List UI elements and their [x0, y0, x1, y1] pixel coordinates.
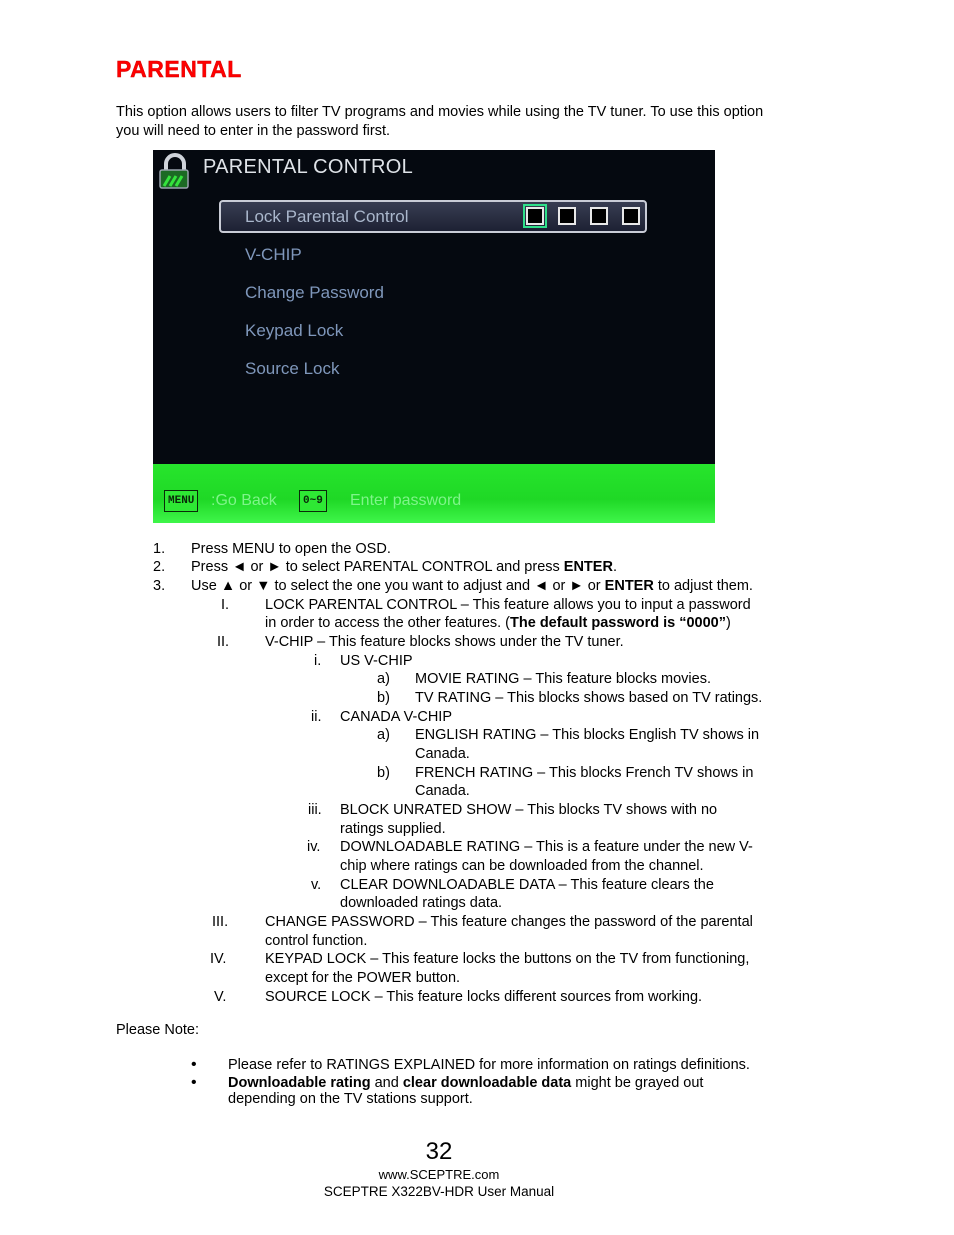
note-label: Please Note: [116, 1022, 200, 1038]
item-II-i-number: i. [314, 653, 322, 669]
item-II-ii-a-number: a) [377, 727, 390, 743]
item-II-ii-b-line2: Canada. [415, 783, 470, 799]
item-III-line2: control function. [265, 933, 368, 949]
password-digit-1[interactable] [526, 207, 544, 225]
item-IV-line1: KEYPAD LOCK – This feature locks the buttons on the TV from functioning, [265, 951, 750, 967]
item-II-ii-text: CANADA V-CHIP [340, 709, 452, 725]
item-II-iv-number: iv. [307, 839, 321, 855]
item-II-v-line1: CLEAR DOWNLOADABLE DATA – This feature clears the [340, 877, 714, 893]
item-II-iv-line2: chip where ratings can be downloaded from the channel. [340, 858, 704, 874]
item-II-v-number: v. [311, 877, 322, 893]
item-IV-number: IV. [210, 951, 227, 967]
item-II-ii-b-line1: FRENCH RATING – This blocks French TV shows in [415, 765, 754, 781]
step-1-number: 1. [153, 541, 166, 557]
osd-title: PARENTAL CONTROL [203, 156, 414, 178]
bullet-icon: • [191, 1056, 197, 1073]
item-V-text: SOURCE LOCK – This feature locks different sources from working. [265, 989, 703, 1005]
menu-item-source-lock[interactable]: Source Lock [245, 359, 340, 378]
note-2-line2: depending on the TV stations support. [228, 1091, 473, 1107]
page-number: 32 [425, 1138, 453, 1165]
item-I-line1: LOCK PARENTAL CONTROL – This feature allows you to input a password [265, 597, 751, 613]
item-V-number: V. [214, 989, 227, 1005]
item-IV-line2: except for the POWER button. [265, 970, 461, 986]
number-keys-icon: 0~9 [299, 490, 327, 512]
step-2-text: Press ◄ or ► to select PARENTAL CONTROL and press ENTER. [191, 559, 617, 575]
note-1-text: Please refer to RATINGS EXPLAINED for more information on ratings definitions. [228, 1057, 750, 1073]
step-3-text: Use ▲ or ▼ to select the one you want to adjust and ◄ or ► or ENTER to adjust them. [191, 578, 753, 594]
menu-item-v-chip[interactable]: V-CHIP [245, 245, 302, 264]
intro-paragraph: This option allows users to filter TV programs and movies while using the TV tuner. To use this option you will need to enter in the password first. [116, 104, 764, 139]
item-II-ii-a-line2: Canada. [415, 746, 470, 762]
item-II-iii-line1: BLOCK UNRATED SHOW – This blocks TV shows with no [340, 802, 718, 818]
item-II-ii-number: ii. [311, 709, 322, 725]
password-digit-2[interactable] [558, 207, 576, 225]
item-II-i-text: US V-CHIP [340, 653, 413, 669]
item-II-iv-line1: DOWNLOADABLE RATING – This is a feature under the new V- [340, 839, 753, 855]
item-II-iii-number: iii. [308, 802, 322, 818]
menu-item-change-password[interactable]: Change Password [245, 283, 384, 302]
footer-enter-password-label: Enter password [350, 492, 462, 509]
item-I-line2: in order to access the other features. (The default password is “0000”) [265, 615, 731, 631]
item-II-v-line2: downloaded ratings data. [340, 895, 503, 911]
menu-key-icon: MENU [164, 490, 198, 512]
item-I-number: I. [221, 597, 230, 613]
item-II-i-a-text: MOVIE RATING – This feature blocks movies. [415, 671, 711, 687]
step-3-number: 3. [153, 578, 166, 594]
item-III-line1: CHANGE PASSWORD – This feature changes the password of the parental [265, 914, 753, 930]
item-II-i-b-number: b) [377, 690, 390, 706]
item-II-ii-b-number: b) [377, 765, 390, 781]
step-2-number: 2. [153, 559, 166, 575]
padlock-icon [156, 152, 196, 192]
item-II-i-b-text: TV RATING – This blocks shows based on TV ratings. [415, 690, 763, 706]
item-II-number: II. [217, 634, 230, 650]
parental-control-screenshot [153, 150, 715, 523]
menu-item-lock-parental-control[interactable]: Lock Parental Control [245, 207, 409, 226]
item-II-iii-line2: ratings supplied. [340, 821, 446, 837]
step-1-text: Press MENU to open the OSD. [191, 541, 391, 557]
password-digit-4[interactable] [622, 207, 640, 225]
password-digit-3[interactable] [590, 207, 608, 225]
item-II-text: V-CHIP – This feature blocks shows under the TV tuner. [265, 634, 624, 650]
footer-go-back-label: :Go Back [211, 492, 277, 509]
footer-url: www.SCEPTRE.com [378, 1167, 500, 1182]
footer-manual-title: SCEPTRE X322BV-HDR User Manual [323, 1184, 555, 1199]
section-heading: PARENTAL [116, 56, 242, 82]
item-II-i-a-number: a) [377, 671, 390, 687]
bullet-icon: • [191, 1074, 197, 1091]
item-III-number: III. [212, 914, 229, 930]
menu-item-keypad-lock[interactable]: Keypad Lock [245, 321, 344, 340]
note-2-line1: Downloadable rating and clear downloadable data might be grayed out [228, 1075, 704, 1091]
item-II-ii-a-line1: ENGLISH RATING – This blocks English TV shows in [415, 727, 760, 743]
